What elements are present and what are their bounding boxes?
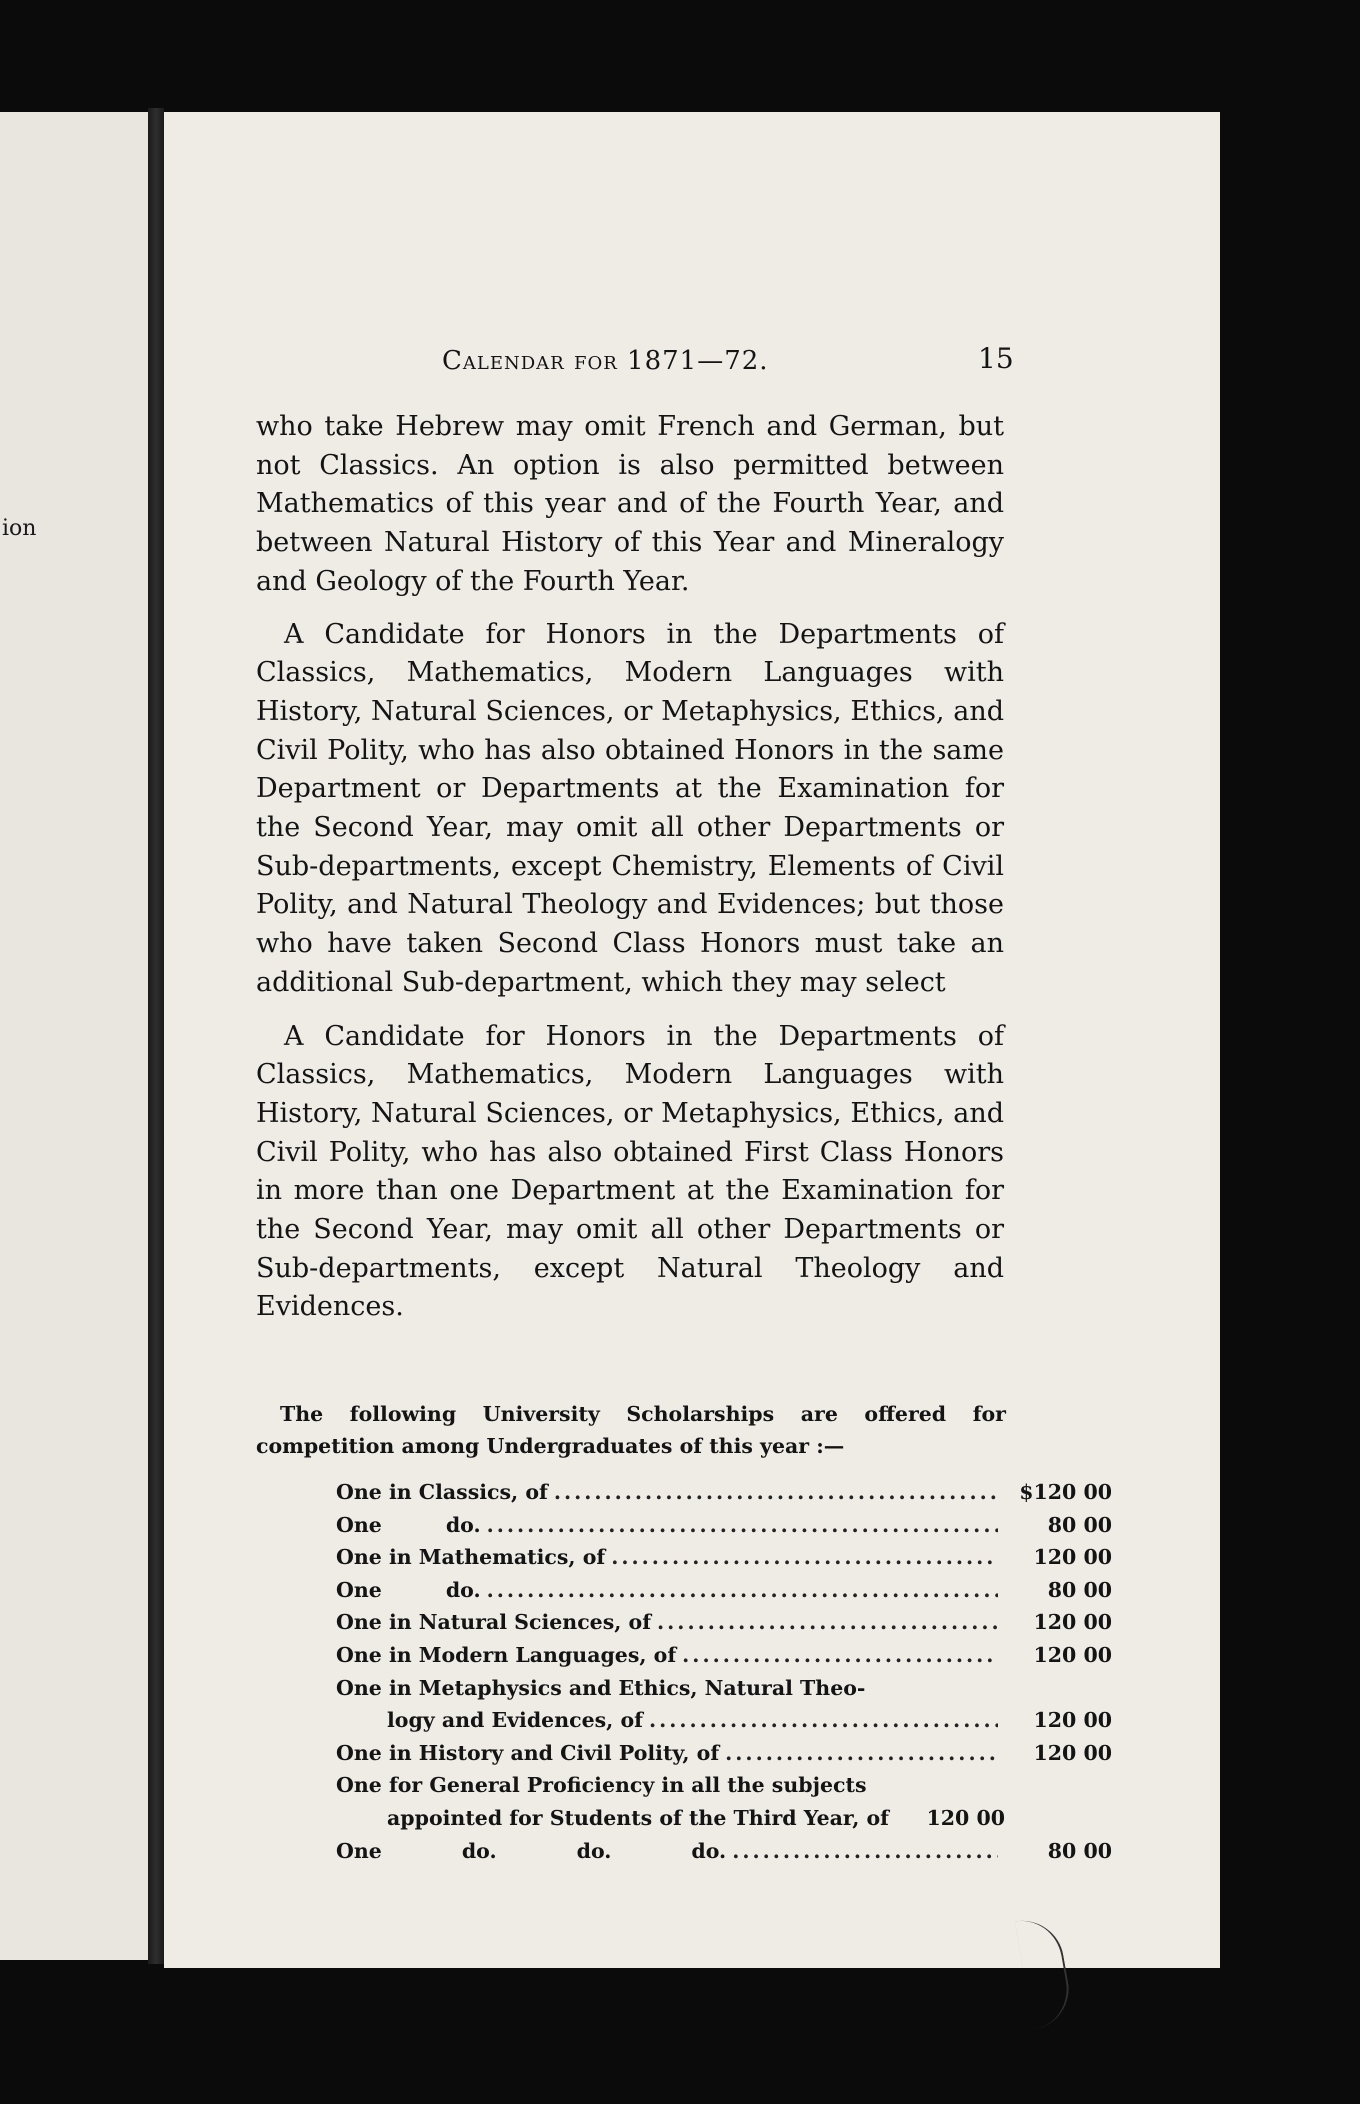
scholarship-row bbox=[336, 1606, 1112, 1639]
scholarship-row bbox=[336, 1737, 1112, 1770]
scholarship-label-part: do. bbox=[461, 1838, 497, 1863]
scholarship-label: One in Classics, of bbox=[336, 1480, 548, 1504]
page-number: 15 bbox=[978, 342, 1014, 375]
dot-leader bbox=[487, 1574, 998, 1607]
running-head-text: Calendar for 1871—72. bbox=[442, 346, 769, 376]
scholarship-label bbox=[336, 1835, 726, 1868]
paragraph-continuation: who take Hebrew may omit French and German, but not Classics. An option is also permitted between Mathematics of this year and of the Fourth Year, and between Natural History of this Year and Mineralogy and Geology of the Fourth Year. bbox=[256, 411, 1004, 597]
dot-leader bbox=[682, 1639, 998, 1672]
scholarship-row bbox=[336, 1574, 1112, 1607]
scholarship-label-part: One bbox=[336, 1577, 382, 1602]
pencil-mark bbox=[1015, 1914, 1075, 2030]
scholarship-amount: 120 00 bbox=[1033, 1545, 1112, 1570]
scholarship-row bbox=[336, 1509, 1112, 1542]
scholarship-label-continued: appointed for Students of the Third Year, of bbox=[387, 1805, 889, 1830]
dot-leader bbox=[725, 1737, 998, 1770]
scholarship-amount: 120 00 bbox=[1033, 1610, 1112, 1635]
scholarship-label: One in Metaphysics and Ethics, Natural Theo- bbox=[336, 1675, 866, 1700]
scholarship-amount: 120 00 bbox=[1033, 1740, 1112, 1765]
scholarship-amount: 80 00 bbox=[1047, 1577, 1112, 1602]
dot-leader bbox=[554, 1476, 998, 1509]
scholarship-label-part: do. bbox=[576, 1838, 612, 1863]
scholarship-amount: 120 00 bbox=[1033, 1708, 1112, 1733]
scholarship-amount: 120 00 bbox=[1033, 1642, 1112, 1667]
scholarship-label-part: One bbox=[336, 1512, 382, 1537]
scholarship-label-part: One bbox=[336, 1838, 382, 1863]
scholarship-amount: 80 00 bbox=[1047, 1512, 1112, 1537]
scholarship-row bbox=[336, 1672, 1112, 1705]
scholarship-label: One in Modern Languages, of bbox=[336, 1642, 677, 1667]
dot-leader bbox=[732, 1835, 998, 1868]
scholarship-label-part: do. bbox=[445, 1512, 481, 1537]
running-head bbox=[442, 346, 769, 376]
scholarship-row bbox=[336, 1476, 1112, 1509]
scholarship-list bbox=[336, 1476, 1112, 1867]
scholarship-row-continued bbox=[336, 1704, 1112, 1737]
paragraph-honors-first-class: A Candidate for Honors in the Departments of Classics, Mathematics, Modern Languages with History, Natural Sciences, or Metaphysics, Ethics, and Civil Polity, who has also obtained First Class Honors in more than one Department at the Examination for the Second Year, may omit all other Departments or Sub-departments, except Natural Theology and Evidences. bbox=[256, 1020, 1004, 1323]
body-text bbox=[256, 408, 1004, 1342]
scholarship-amount: 80 00 bbox=[1047, 1838, 1112, 1863]
scholarships-intro: The following University Scholarships are offered for competition among Undergraduates of this year :— bbox=[256, 1402, 1006, 1458]
scholarship-row bbox=[336, 1639, 1112, 1672]
dot-leader bbox=[657, 1606, 998, 1639]
scholarship-label bbox=[336, 1574, 481, 1607]
scholarship-row bbox=[336, 1835, 1112, 1868]
scholarship-row-continued bbox=[336, 1802, 1112, 1835]
scholarship-label bbox=[336, 1509, 481, 1542]
scholarship-label-continued: logy and Evidences, of bbox=[387, 1708, 643, 1733]
scholarship-label-part: do. bbox=[691, 1838, 727, 1863]
page bbox=[164, 112, 1220, 1968]
scholarship-row bbox=[336, 1769, 1112, 1802]
scholarship-label-part: do. bbox=[445, 1577, 481, 1602]
dot-leader bbox=[487, 1509, 998, 1542]
scholarship-amount: 120 00 bbox=[926, 1805, 1005, 1830]
scholarship-amount: $120 00 bbox=[1019, 1480, 1112, 1504]
book-gutter bbox=[148, 108, 164, 1964]
dot-leader bbox=[649, 1704, 998, 1737]
paragraph-honors-second-year: A Candidate for Honors in the Departments of Classics, Mathematics, Modern Languages with History, Natural Sciences, or Metaphysics, Ethics, and Civil Polity, who has also obtained Honors in the same Department or Departments at the Examination for the Second Year, may omit all other Departments or Sub-departments, except Chemistry, Elements of Civil Polity, and Natural Theology and Evidences; but those who have taken Second Class Honors must take an additional Sub-department, which they may select bbox=[256, 618, 1004, 998]
dot-leader bbox=[611, 1541, 998, 1574]
scholarship-label: One in Mathematics, of bbox=[336, 1545, 606, 1570]
page-header bbox=[164, 342, 1220, 386]
scholarship-label: One in History and Civil Polity, of bbox=[336, 1740, 720, 1765]
previous-page-fragment: ion bbox=[2, 516, 37, 541]
scholarship-label: One in Natural Sciences, of bbox=[336, 1610, 652, 1635]
previous-page-edge bbox=[0, 112, 150, 1960]
scholarship-label: One for General Proficiency in all the subjects bbox=[336, 1773, 867, 1798]
scholarship-row bbox=[336, 1541, 1112, 1574]
